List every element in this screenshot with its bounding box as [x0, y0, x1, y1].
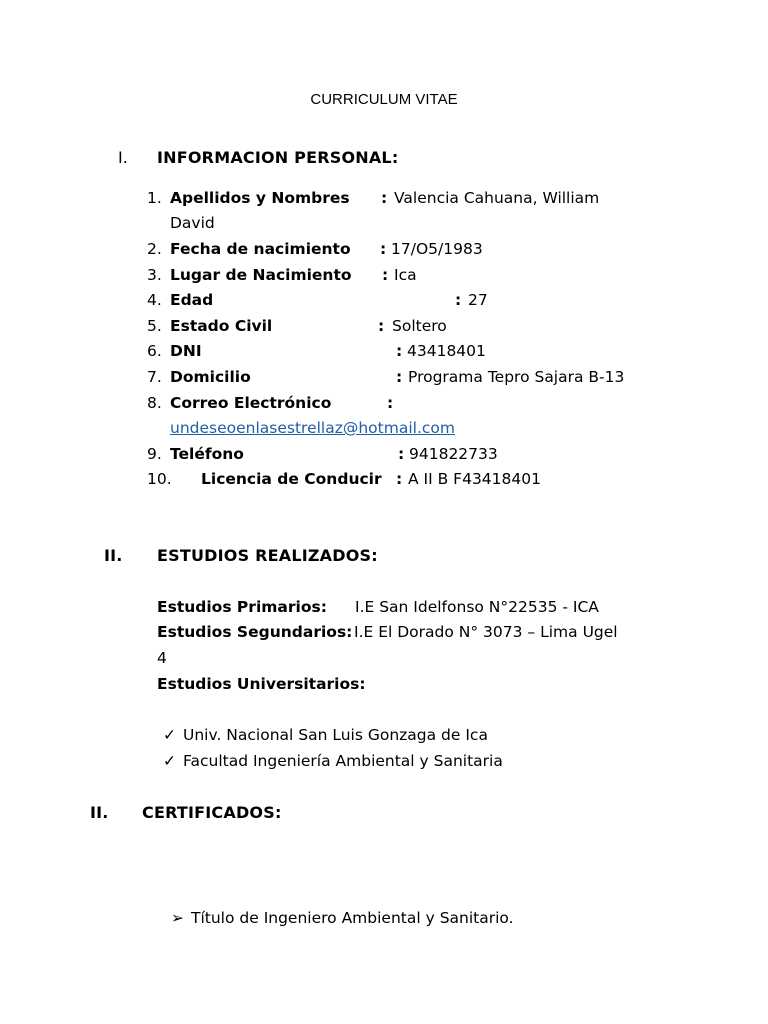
- faculty-name: Facultad Ingeniería Ambiental y Sanitaria: [183, 752, 503, 770]
- item-6-value: 43418401: [407, 342, 486, 360]
- item-10-colon: :: [396, 470, 403, 488]
- item-7-number: 7.: [147, 368, 162, 386]
- item-6-number: 6.: [147, 342, 162, 360]
- check-icon: ✓: [163, 752, 176, 770]
- item-5-label: Estado Civil: [170, 317, 273, 335]
- certificate-title: Título de Ingeniero Ambiental y Sanitario.: [191, 909, 514, 927]
- section-3-heading: CERTIFICADOS:: [142, 803, 282, 822]
- item-1-value-cont: David: [170, 214, 215, 232]
- item-9-label: Teléfono: [170, 445, 244, 463]
- item-4-number: 4.: [147, 291, 162, 309]
- segundarios-label: Estudios Segundarios:: [157, 623, 353, 641]
- universitarios-label: Estudios Universitarios:: [157, 675, 366, 693]
- arrow-bullet-icon: ➢: [171, 909, 184, 927]
- item-1-number: 1.: [147, 189, 162, 207]
- item-7-label: Domicilio: [170, 368, 251, 386]
- item-2-label: Fecha de nacimiento: [170, 240, 351, 258]
- list-item: [171, 908, 514, 928]
- email-link[interactable]: undeseoenlasestrellaz@hotmail.com: [170, 419, 455, 437]
- primarios-label: Estudios Primarios:: [157, 598, 327, 616]
- item-1-colon: :: [381, 189, 388, 207]
- section-3-number: II.: [90, 803, 109, 822]
- university-name: Univ. Nacional San Luis Gonzaga de Ica: [183, 726, 488, 744]
- item-3-colon: :: [382, 266, 389, 284]
- item-9-value: 941822733: [409, 445, 498, 463]
- item-3-number: 3.: [147, 266, 162, 284]
- item-10-number: 10.: [147, 470, 172, 488]
- item-10-label: Licencia de Conducir: [201, 470, 382, 488]
- item-6-label: DNI: [170, 342, 202, 360]
- item-2-number: 2.: [147, 240, 162, 258]
- item-1-value: Valencia Cahuana, William: [394, 189, 600, 207]
- section-1-number: I.: [118, 148, 128, 167]
- item-2-colon: :: [380, 240, 387, 258]
- section-1-heading: INFORMACION PERSONAL:: [157, 148, 399, 167]
- check-icon: ✓: [163, 726, 176, 744]
- item-3-value: Ica: [394, 266, 417, 284]
- item-1-label: Apellidos y Nombres: [170, 189, 350, 207]
- item-7-colon: :: [396, 368, 403, 386]
- item-8-label: Correo Electrónico: [170, 394, 332, 412]
- section-2-number: II.: [104, 546, 123, 565]
- item-9-colon: :: [398, 445, 405, 463]
- primarios-value: I.E San Idelfonso N°22535 - ICA: [355, 598, 599, 616]
- item-8-number: 8.: [147, 394, 162, 412]
- item-10-value: A II B F43418401: [408, 470, 541, 488]
- item-9-number: 9.: [147, 445, 162, 463]
- document-title: CURRICULUM VITAE: [310, 91, 458, 108]
- section-2-heading: ESTUDIOS REALIZADOS:: [157, 546, 378, 565]
- item-5-number: 5.: [147, 317, 162, 335]
- item-4-label: Edad: [170, 291, 214, 309]
- item-5-colon: :: [378, 317, 385, 335]
- item-4-value: 27: [468, 291, 488, 309]
- segundarios-value: I.E El Dorado N° 3073 – Lima Ugel: [354, 623, 618, 641]
- list-item: [163, 725, 488, 745]
- item-4-colon: :: [455, 291, 462, 309]
- list-item: [163, 751, 503, 771]
- segundarios-value-cont: 4: [157, 649, 167, 667]
- item-6-colon: :: [396, 342, 403, 360]
- item-5-value: Soltero: [392, 317, 447, 335]
- item-2-value: 17/O5/1983: [391, 240, 483, 258]
- item-7-value: Programa Tepro Sajara B-13: [408, 368, 625, 386]
- item-8-colon: :: [387, 394, 394, 412]
- item-3-label: Lugar de Nacimiento: [170, 266, 352, 284]
